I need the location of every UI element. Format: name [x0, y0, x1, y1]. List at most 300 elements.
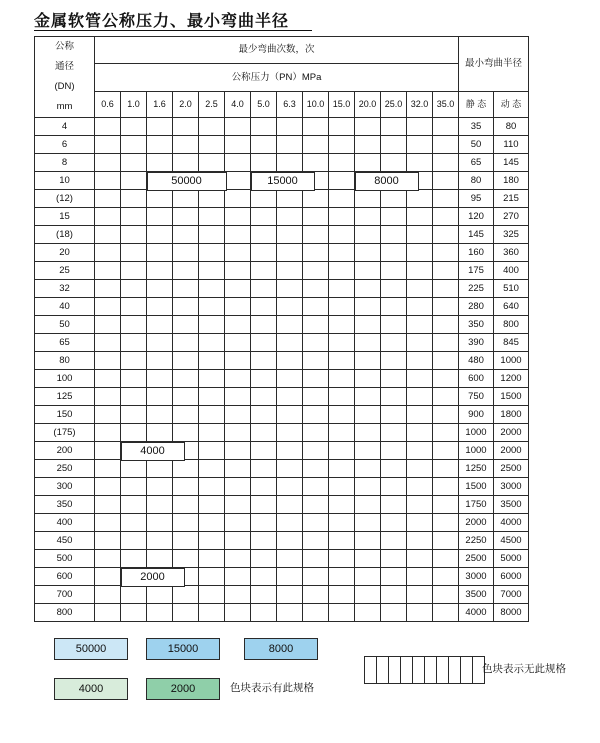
grid-cell [303, 406, 329, 424]
dn-header-line4: mm [56, 101, 73, 112]
grid-cell [121, 406, 147, 424]
grid-cell [381, 190, 407, 208]
pressure-tick-12: 32.0 [407, 91, 433, 117]
static-radius-value: 350 [459, 316, 494, 334]
grid-cell [355, 280, 381, 298]
dynamic-radius-value: 2000 [494, 424, 529, 442]
grid-cell [407, 334, 433, 352]
grid-cell [95, 586, 121, 604]
overlay-2000: 2000 [121, 568, 185, 587]
grid-cell [329, 280, 355, 298]
grid-cell [95, 352, 121, 370]
grid-cell [277, 226, 303, 244]
grid-cell [251, 226, 277, 244]
bend-times-header: 最少弯曲次数，次 [95, 37, 459, 64]
table-row [35, 586, 529, 604]
grid-cell [433, 226, 459, 244]
grid-cell [381, 460, 407, 478]
grid-cell [95, 226, 121, 244]
dynamic-radius-value: 270 [494, 208, 529, 226]
static-radius-value: 1250 [459, 460, 494, 478]
grid-cell [277, 136, 303, 154]
grid-cell [225, 352, 251, 370]
pressure-tick-4: 2.5 [199, 91, 225, 117]
dynamic-radius-value: 4000 [494, 514, 529, 532]
grid-cell [121, 172, 147, 190]
grid-cell [199, 226, 225, 244]
grid-cell [277, 262, 303, 280]
grid-cell [173, 514, 199, 532]
grid-cell [303, 568, 329, 586]
grid-cell [329, 514, 355, 532]
grid-cell [407, 352, 433, 370]
grid-cell [277, 406, 303, 424]
grid-cell [329, 406, 355, 424]
grid-cell [329, 460, 355, 478]
grid-cell [147, 586, 173, 604]
pressure-tick-5: 4.0 [225, 91, 251, 117]
static-radius-value: 65 [459, 154, 494, 172]
grid-cell [95, 532, 121, 550]
grid-cell [225, 496, 251, 514]
grid-cell [381, 406, 407, 424]
grid-cell [95, 388, 121, 406]
grid-cell [355, 406, 381, 424]
grid-cell [199, 568, 225, 586]
grid-cell [277, 604, 303, 622]
grid-cell [381, 550, 407, 568]
static-radius-value: 2500 [459, 550, 494, 568]
grid-cell [277, 190, 303, 208]
table-row [35, 190, 529, 208]
static-radius-value: 2250 [459, 532, 494, 550]
grid-cell [199, 136, 225, 154]
grid-cell [225, 208, 251, 226]
grid-cell [303, 298, 329, 316]
grid-cell [355, 514, 381, 532]
dynamic-radius-value: 215 [494, 190, 529, 208]
static-radius-value: 35 [459, 118, 494, 136]
grid-cell [381, 352, 407, 370]
grid-cell [173, 388, 199, 406]
grid-cell [173, 370, 199, 388]
grid-cell [381, 478, 407, 496]
grid-cell [433, 460, 459, 478]
dynamic-radius-value: 845 [494, 334, 529, 352]
grid-cell [225, 514, 251, 532]
dynamic-radius-value: 1000 [494, 352, 529, 370]
grid-cell [381, 136, 407, 154]
dn-value: 8 [35, 154, 95, 172]
grid-cell [147, 406, 173, 424]
grid-cell [303, 118, 329, 136]
grid-cell [121, 118, 147, 136]
grid-cell [121, 334, 147, 352]
dn-header-line1: 公称 [54, 41, 74, 52]
grid-cell [225, 154, 251, 172]
grid-cell [277, 514, 303, 532]
grid-cell [121, 532, 147, 550]
grid-cell [303, 550, 329, 568]
grid-cell [173, 280, 199, 298]
table-row [35, 532, 529, 550]
grid-cell [121, 280, 147, 298]
dynamic-radius-value: 510 [494, 280, 529, 298]
grid-cell [329, 424, 355, 442]
grid-cell [147, 334, 173, 352]
dn-value: 800 [35, 604, 95, 622]
grid-cell [251, 496, 277, 514]
grid-cell [199, 262, 225, 280]
title-underline [34, 30, 312, 31]
grid-cell [251, 280, 277, 298]
grid-cell [303, 442, 329, 460]
dynamic-radius-value: 1200 [494, 370, 529, 388]
grid-cell [303, 478, 329, 496]
dynamic-radius-value: 360 [494, 244, 529, 262]
static-radius-value: 120 [459, 208, 494, 226]
dn-value: 200 [35, 442, 95, 460]
grid-cell [407, 136, 433, 154]
dn-value: 400 [35, 514, 95, 532]
pressure-tick-11: 25.0 [381, 91, 407, 117]
grid-cell [251, 532, 277, 550]
static-radius-value: 750 [459, 388, 494, 406]
table-row [35, 298, 529, 316]
grid-cell [251, 334, 277, 352]
grid-cell [251, 514, 277, 532]
dynamic-radius-value: 6000 [494, 568, 529, 586]
grid-cell [251, 568, 277, 586]
grid-cell [355, 208, 381, 226]
grid-cell [199, 604, 225, 622]
grid-cell [95, 244, 121, 262]
grid-cell [121, 478, 147, 496]
dynamic-radius-value: 7000 [494, 586, 529, 604]
dn-value: 15 [35, 208, 95, 226]
grid-cell [95, 442, 121, 460]
grid-cell [251, 136, 277, 154]
grid-cell [173, 136, 199, 154]
grid-cell [95, 334, 121, 352]
grid-cell [433, 370, 459, 388]
grid-cell [329, 586, 355, 604]
grid-cell [355, 262, 381, 280]
grid-cell [225, 136, 251, 154]
grid-cell [121, 316, 147, 334]
grid-cell [173, 226, 199, 244]
dynamic-radius-value: 640 [494, 298, 529, 316]
dn-value: 10 [35, 172, 95, 190]
grid-cell [147, 424, 173, 442]
grid-cell [251, 352, 277, 370]
table-row [35, 118, 529, 136]
legend-grid-cell [389, 657, 401, 683]
page-title: 金属软管公称压力、最小弯曲半径 [34, 13, 290, 30]
grid-cell [225, 244, 251, 262]
grid-cell [303, 316, 329, 334]
grid-cell [303, 244, 329, 262]
grid-cell [433, 208, 459, 226]
dn-value: (18) [35, 226, 95, 244]
grid-cell [381, 298, 407, 316]
dynamic-radius-value: 2000 [494, 442, 529, 460]
grid-cell [147, 532, 173, 550]
grid-cell [303, 532, 329, 550]
grid-cell [95, 262, 121, 280]
grid-cell [147, 118, 173, 136]
grid-cell [95, 370, 121, 388]
grid-cell [95, 478, 121, 496]
table-row [35, 316, 529, 334]
grid-cell [407, 388, 433, 406]
grid-cell [433, 406, 459, 424]
grid-cell [225, 424, 251, 442]
grid-cell [173, 460, 199, 478]
grid-cell [407, 406, 433, 424]
grid-cell [381, 280, 407, 298]
static-radius-value: 3500 [459, 586, 494, 604]
table-row [35, 442, 529, 460]
legend-grid-cell [365, 657, 377, 683]
grid-cell [433, 190, 459, 208]
grid-cell [147, 460, 173, 478]
grid-cell [147, 298, 173, 316]
grid-cell [303, 190, 329, 208]
dynamic-radius-value: 2500 [494, 460, 529, 478]
table-row [35, 370, 529, 388]
static-radius-value: 480 [459, 352, 494, 370]
dn-value: 25 [35, 262, 95, 280]
overlay-50000: 50000 [147, 172, 227, 191]
grid-cell [277, 244, 303, 262]
grid-cell [199, 460, 225, 478]
dn-value: 65 [35, 334, 95, 352]
dynamic-radius-value: 1500 [494, 388, 529, 406]
grid-cell [355, 568, 381, 586]
grid-cell [173, 154, 199, 172]
grid-cell [95, 568, 121, 586]
pressure-tick-6: 5.0 [251, 91, 277, 117]
grid-cell [121, 262, 147, 280]
grid-cell [121, 604, 147, 622]
grid-cell [355, 244, 381, 262]
dynamic-radius-value: 800 [494, 316, 529, 334]
grid-cell [277, 550, 303, 568]
grid-cell [407, 190, 433, 208]
grid-cell [147, 478, 173, 496]
grid-cell [251, 604, 277, 622]
grid-cell [147, 496, 173, 514]
grid-cell [277, 442, 303, 460]
grid-cell [433, 514, 459, 532]
grid-cell [381, 604, 407, 622]
grid-cell [381, 496, 407, 514]
grid-cell [251, 442, 277, 460]
grid-cell [407, 586, 433, 604]
grid-cell [121, 298, 147, 316]
grid-cell [355, 118, 381, 136]
grid-cell [407, 496, 433, 514]
grid-cell [121, 514, 147, 532]
table-row [35, 568, 529, 586]
grid-cell [121, 370, 147, 388]
grid-cell [381, 532, 407, 550]
grid-cell [407, 604, 433, 622]
grid-cell [407, 424, 433, 442]
grid-cell [433, 424, 459, 442]
grid-cell [199, 478, 225, 496]
grid-cell [355, 586, 381, 604]
legend-grid-cell [401, 657, 413, 683]
table-row [35, 334, 529, 352]
static-radius-value: 160 [459, 244, 494, 262]
table-row [35, 262, 529, 280]
static-radius-value: 225 [459, 280, 494, 298]
grid-cell [225, 316, 251, 334]
grid-cell [433, 442, 459, 460]
legend-note-color: 色块表示有此规格 [230, 682, 314, 694]
static-radius-header: 静 态 [459, 91, 494, 117]
grid-cell [329, 208, 355, 226]
grid-cell [433, 478, 459, 496]
grid-cell [329, 262, 355, 280]
grid-cell [433, 352, 459, 370]
grid-cell [199, 190, 225, 208]
grid-cell [407, 298, 433, 316]
grid-cell [147, 352, 173, 370]
table-row [35, 406, 529, 424]
overlay-8000: 8000 [355, 172, 419, 191]
grid-cell [433, 244, 459, 262]
grid-cell [277, 496, 303, 514]
dn-value: 40 [35, 298, 95, 316]
grid-cell [173, 208, 199, 226]
grid-cell [173, 118, 199, 136]
grid-cell [303, 262, 329, 280]
grid-cell [225, 550, 251, 568]
grid-cell [173, 532, 199, 550]
grid-cell [251, 244, 277, 262]
grid-cell [251, 118, 277, 136]
grid-cell [121, 208, 147, 226]
dn-value: (175) [35, 424, 95, 442]
grid-cell [355, 496, 381, 514]
static-radius-value: 600 [459, 370, 494, 388]
dn-value: 100 [35, 370, 95, 388]
legend-empty-grid [364, 656, 485, 684]
grid-cell [147, 244, 173, 262]
grid-cell [355, 424, 381, 442]
grid-cell [199, 496, 225, 514]
static-radius-value: 50 [459, 136, 494, 154]
grid-cell [225, 226, 251, 244]
pressure-tick-13: 35.0 [433, 91, 459, 117]
dn-value: 6 [35, 136, 95, 154]
table-row [35, 460, 529, 478]
grid-cell [303, 370, 329, 388]
grid-cell [121, 388, 147, 406]
grid-cell [173, 352, 199, 370]
overlay-15000: 15000 [251, 172, 315, 191]
grid-cell [225, 190, 251, 208]
static-radius-value: 4000 [459, 604, 494, 622]
table-row [35, 604, 529, 622]
grid-cell [199, 244, 225, 262]
grid-cell [199, 532, 225, 550]
grid-cell [121, 226, 147, 244]
grid-cell [381, 154, 407, 172]
grid-cell [95, 316, 121, 334]
grid-cell [147, 550, 173, 568]
grid-cell [277, 118, 303, 136]
dn-value: 600 [35, 568, 95, 586]
grid-cell [95, 118, 121, 136]
legend-grid-cell [377, 657, 389, 683]
grid-cell [407, 262, 433, 280]
grid-cell [277, 586, 303, 604]
grid-cell [199, 334, 225, 352]
dynamic-radius-value: 400 [494, 262, 529, 280]
static-radius-value: 1500 [459, 478, 494, 496]
grid-cell [277, 568, 303, 586]
grid-cell [433, 136, 459, 154]
grid-cell [329, 154, 355, 172]
grid-cell [225, 460, 251, 478]
grid-cell [199, 550, 225, 568]
table-row [35, 550, 529, 568]
legend-grid-cell [449, 657, 461, 683]
grid-cell [251, 388, 277, 406]
dynamic-radius-value: 1800 [494, 406, 529, 424]
dn-value: 700 [35, 586, 95, 604]
grid-cell [329, 478, 355, 496]
grid-cell [381, 514, 407, 532]
grid-cell [95, 154, 121, 172]
grid-cell [433, 118, 459, 136]
grid-cell [95, 280, 121, 298]
legend-swatch-50000: 50000 [54, 638, 128, 660]
grid-cell [355, 460, 381, 478]
grid-cell [147, 136, 173, 154]
grid-cell [433, 280, 459, 298]
grid-cell [433, 298, 459, 316]
dynamic-radius-value: 3500 [494, 496, 529, 514]
grid-cell [381, 316, 407, 334]
grid-cell [147, 370, 173, 388]
grid-cell [433, 334, 459, 352]
dn-value: 20 [35, 244, 95, 262]
grid-cell [407, 442, 433, 460]
grid-cell [433, 172, 459, 190]
grid-cell [381, 208, 407, 226]
grid-cell [199, 424, 225, 442]
grid-cell [251, 370, 277, 388]
table-header [35, 37, 529, 118]
grid-cell [95, 406, 121, 424]
grid-cell [407, 244, 433, 262]
grid-cell [199, 118, 225, 136]
grid-cell [121, 550, 147, 568]
grid-cell [95, 424, 121, 442]
grid-cell [95, 298, 121, 316]
grid-cell [329, 604, 355, 622]
grid-cell [355, 388, 381, 406]
grid-cell [407, 460, 433, 478]
grid-cell [173, 298, 199, 316]
dn-value: (12) [35, 190, 95, 208]
table-row [35, 478, 529, 496]
